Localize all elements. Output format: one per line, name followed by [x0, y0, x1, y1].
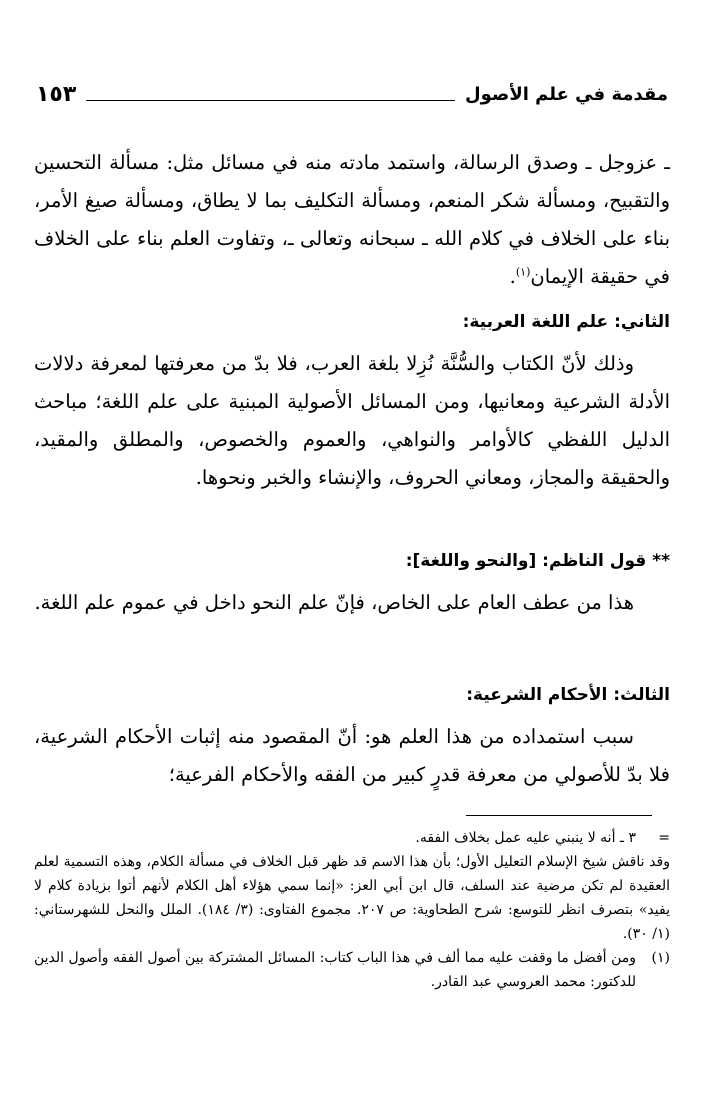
section-heading-legal-rulings: الثالث: الأحكام الشرعية:	[466, 685, 670, 705]
paragraph-3: هذا من عطف العام على الخاص، فإنّ علم النحو داخل في عموم علم اللغة.	[34, 591, 634, 614]
paragraph-1-text: ـ عزوجل ـ وصدق الرسالة، واستمد مادته منه في مسائل مثل: مسألة التحسين والتقبيح، ومسألة شكر المنعم، ومسألة التكليف بما لا يطاق، ومسألة صيغ الأمر، بناء على الخلاف في كلام الله ـ سبحانه وتعالى ـ، وتفاوت العلم بناء على الخلاف في حقيقة الإيمان	[34, 151, 670, 288]
section-heading-nazim-quote: ** قول الناظم: [والنحو واللغة]:	[405, 551, 670, 571]
footnote-continuation-mark: =	[658, 830, 670, 846]
footnote-continuation	[34, 826, 670, 850]
header-rule	[86, 100, 455, 101]
page-number: ١٥٣	[36, 82, 77, 107]
footnote-continuation-text: ٣ ـ أنه لا ينبني عليه عمل بخلاف الفقه.	[415, 830, 636, 846]
paragraph-4: سبب استمداده من هذا العلم هو: أنّ المقصود منه إثبات الأحكام الشرعية، فلا بدّ للأصولي من معرفة قدرٍ كبير من الفقه والأحكام الفرعية؛	[34, 725, 670, 786]
footnote-continuation-paragraph: وقد ناقش شيخ الإسلام التعليل الأول؛ بأن هذا الاسم قد ظهر قبل الخلاف في مسألة الكلام، وهذه التسمية لعلم العقيدة لم تكن مرضية عند السلف، قال ابن أبي العز: «إنما سمي هؤلاء أهل الكلام لأنهم أتوا بزيادة كلام لا يفيد» بتصرف انظر للتوسع: شرح الطحاوية: ص ٢٠٧. مجموع الفتاوى: (٣/ ١٨٤). الملل والنحل للشهرستاني: (١/ ٣٠).	[34, 854, 670, 942]
footnote-ref-1: (١)	[515, 265, 531, 279]
footnote-1-text: ومن أفضل ما وقفت عليه مما ألف في هذا الباب كتاب: المسائل المشتركة بين أصول الفقه وأصول الدين للدكتور: محمد العروسي عبد القادر.	[34, 950, 636, 990]
paragraph-2: وذلك لأنّ الكتاب والسُّنَّة نُزِلا بلغة العرب، فلا بدّ من معرفتها لمعرفة دلالات الأدلة الشرعية ومعانيها، ومن المسائل الأصولية المبنية على علم اللغة؛ مباحث الدليل اللفظي كالأوامر والنواهي، والعموم والخصوص، والمطلق والمقيد، والحقيقة والمجاز، ومعاني الحروف، والإنشاء والخبر ونحوها.	[34, 352, 670, 489]
section-heading-arabic-language: الثاني: علم اللغة العربية:	[462, 312, 670, 332]
footnote-separator	[466, 815, 652, 816]
page-header	[36, 70, 668, 108]
paragraph-1-end: .	[509, 265, 516, 288]
footnote-1-mark: (١)	[651, 950, 670, 966]
running-title: مقدمة في علم الأصول	[465, 84, 668, 105]
footnotes	[34, 826, 670, 994]
footnote-1	[34, 946, 670, 994]
paragraph-1	[34, 144, 670, 296]
